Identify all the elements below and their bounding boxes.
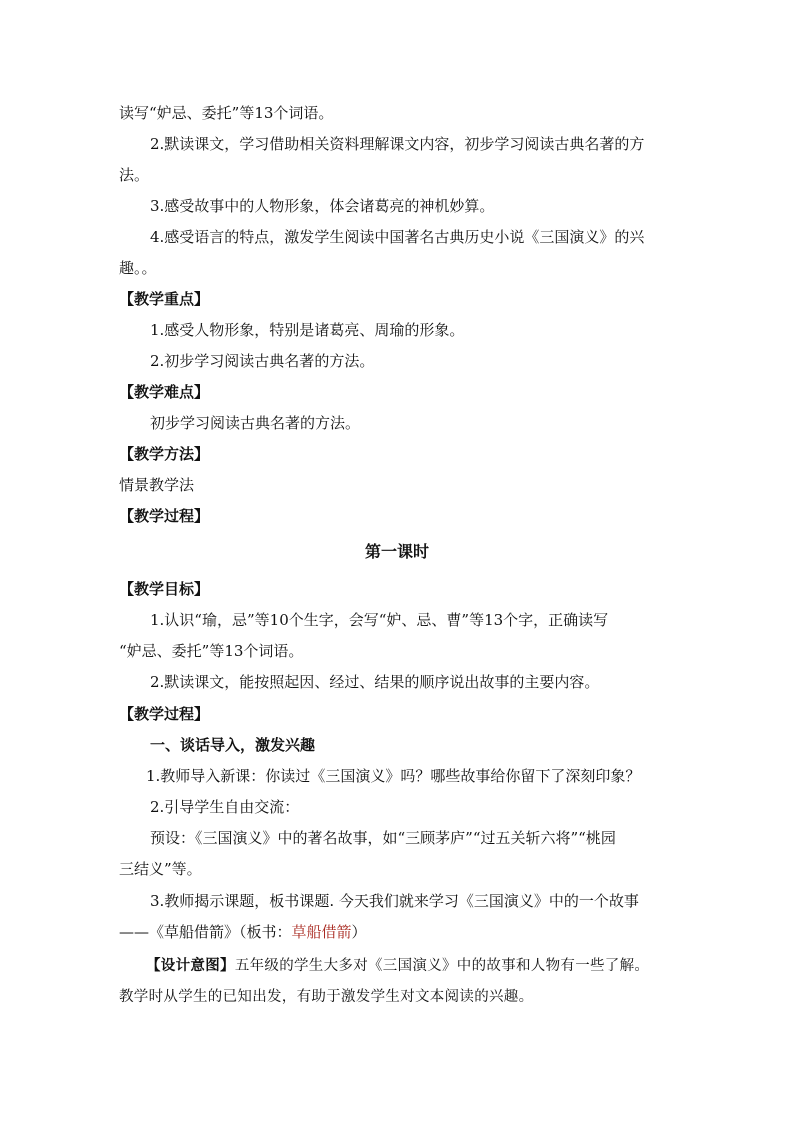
lesson-title: 第一课时 xyxy=(364,542,429,561)
step-3-board-suffix: ） xyxy=(351,923,367,941)
lesson-goal-1-line-a: 1.认识“瑜，忌”等10个生字，会写“妒、忌、曹”等13个字，正确读写 xyxy=(150,611,609,629)
design-intent-label: 【设计意图】 xyxy=(146,958,235,974)
step-3-board-prefix: ——《草船借箭》（板书： xyxy=(119,923,292,941)
design-intent-line-b: 教学时从学生的已知出发，有助于激发学生对文本阅读的兴趣。 xyxy=(119,989,534,1005)
step-2: 2.引导学生自由交流： xyxy=(150,798,300,816)
goal-2-line-a: 2.默读课文，学习借助相关资料理解课文内容，初步学习阅读古典名著的方 xyxy=(150,135,645,153)
key-point-1: 1.感受人物形象，特别是诸葛亮、周瑜的形象。 xyxy=(150,321,465,339)
lesson-goal-1-line-b: “妒忌、委托”等13个词语。 xyxy=(119,642,304,660)
lesson-process-heading: 【教学过程】 xyxy=(119,705,210,723)
design-intent-text-a: 五年级的学生大多对《三国演义》中的故事和人物有一些了解。 xyxy=(234,958,650,974)
process-heading: 【教学过程】 xyxy=(119,507,210,525)
method-1: 情景教学法 xyxy=(119,476,195,494)
method-heading: 【教学方法】 xyxy=(119,445,210,463)
step-1: 1.教师导入新课：你读过《三国演义》吗？哪些故事给你留下了深刻印象？ xyxy=(146,767,641,785)
goal-2-line-b: 法。 xyxy=(119,166,150,184)
difficulty-1: 初步学习阅读古典名著的方法。 xyxy=(150,414,361,432)
goal-4-line-a: 4.感受语言的特点，激发学生阅读中国著名古典历史小说《三国演义》的兴 xyxy=(150,228,645,246)
design-intent-line-a xyxy=(146,956,706,976)
lesson-goal-2: 2.默读课文，能按照起因、经过、结果的顺序说出故事的主要内容。 xyxy=(150,673,600,691)
step-3-line-b xyxy=(119,922,679,942)
step-3-line-a: 3.教师揭示课题，板书课题. 今天我们就来学习《三国演义》中的一个故事 xyxy=(150,892,639,910)
goal-4-line-b: 趣。。 xyxy=(119,259,157,277)
key-points-heading: 【教学重点】 xyxy=(119,290,210,308)
board-writing-text: 草船借箭 xyxy=(291,923,352,941)
goal-line-1-continued: 读写“妒忌、委托”等13个词语。 xyxy=(119,104,334,122)
step-2-preset-line-a: 预设：《三国演义》中的著名故事，如“三顾茅庐”“过五关斩六将”“桃园 xyxy=(150,829,616,847)
step-2-preset-line-b: 三结义”等。 xyxy=(119,860,202,878)
goal-3: 3.感受故事中的人物形象，体会诸葛亮的神机妙算。 xyxy=(150,197,495,215)
lesson-goals-heading: 【教学目标】 xyxy=(119,580,210,598)
difficulty-heading: 【教学难点】 xyxy=(119,383,210,401)
key-point-2: 2.初步学习阅读古典名著的方法。 xyxy=(150,352,375,370)
section-1-title: 一、谈话导入，激发兴趣 xyxy=(150,736,316,754)
